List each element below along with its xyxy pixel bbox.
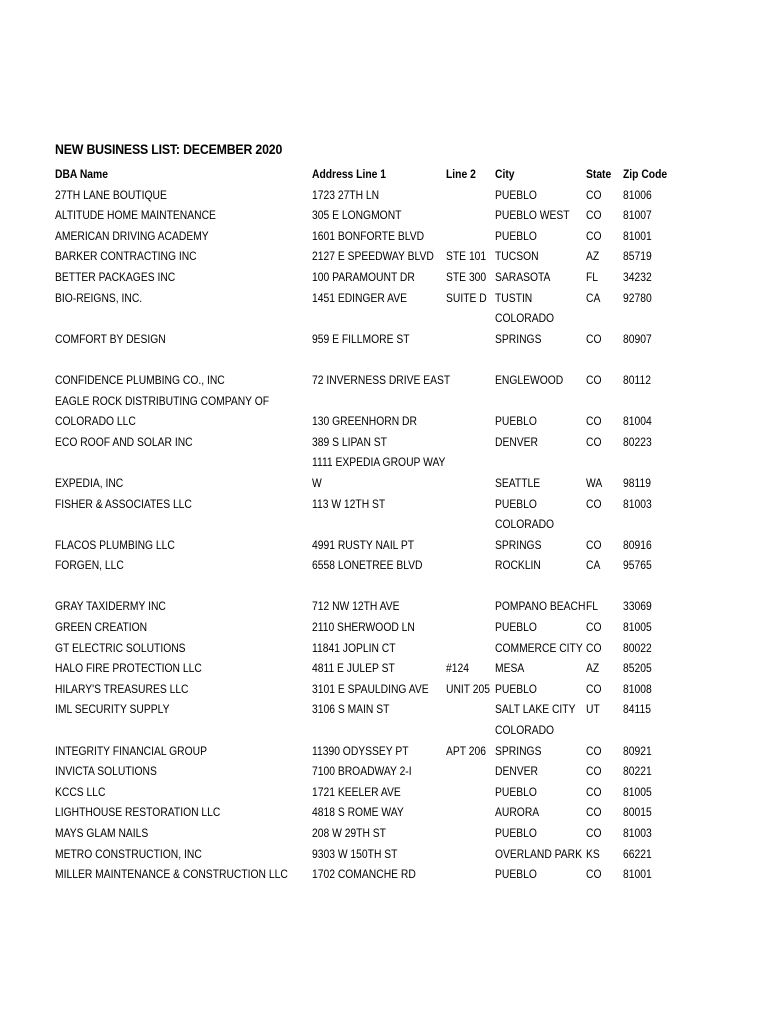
cell-state: AZ [586,661,600,676]
cell-address-line-1: 113 W 12TH ST [312,496,386,511]
cell-address-line-1: W [312,475,322,490]
cell-address-line-1: 208 W 29TH ST [312,826,386,840]
table-row [55,205,755,226]
table-row [55,308,755,329]
column-header-zip-code: Zip Code [623,167,668,181]
cell-city: COLORADO [495,517,555,532]
cell-city: SARASOTA [495,269,551,284]
cell-state: CO [586,784,602,799]
cell-city: PUEBLO [495,620,537,635]
table-row [55,514,755,535]
cell-state: AZ [586,249,600,264]
cell-state: CO [586,228,602,243]
cell-zip-code: 81004 [623,414,652,429]
cell-state: CO [586,434,602,449]
cell-address-line-1: 130 GREENHORN DR [312,414,417,429]
cell-city: PUEBLO [495,681,537,696]
cell-state: UT [586,702,600,717]
cell-zip-code: 98119 [623,475,651,490]
cell-zip-code: 81008 [623,681,652,696]
table-row [55,844,755,865]
table-row [55,720,755,741]
cell-line-2: UNIT 205 [446,681,490,696]
table-row [55,411,755,432]
cell-zip-code: 85205 [623,661,652,676]
cell-state: CO [586,805,602,820]
cell-zip-code: 80916 [623,537,652,552]
cell-line-2: SUITE D [446,290,487,305]
table-row [55,432,755,453]
cell-state: FL [586,269,599,284]
cell-state: CO [586,372,602,387]
cell-dba-name: GRAY TAXIDERMY INC [55,599,166,614]
cell-city: SPRINGS [495,537,542,552]
cell-state: CO [586,826,602,840]
table-row [55,864,755,885]
cell-state: CO [586,187,602,202]
cell-address-line-1: 2110 SHERWOOD LN [312,620,415,635]
cell-dba-name: KCCS LLC [55,784,106,799]
cell-city: PUEBLO [495,496,537,511]
cell-dba-name: FORGEN, LLC [55,558,124,573]
cell-city: ROCKLIN [495,558,541,573]
cell-dba-name: COMFORT BY DESIGN [55,331,166,346]
cell-address-line-1: 4811 E JULEP ST [312,661,395,676]
cell-dba-name: IML SECURITY SUPPLY [55,702,170,717]
cell-dba-name: 27TH LANE BOUTIQUE [55,187,167,202]
cell-zip-code: 80022 [623,640,652,655]
cell-zip-code: 81005 [623,784,652,799]
cell-address-line-1: 389 S LIPAN ST [312,434,387,449]
column-header-dba-name: DBA Name [55,167,108,181]
cell-city: PUEBLO [495,867,537,882]
table-row [55,267,755,288]
cell-zip-code: 80015 [623,805,652,820]
cell-zip-code: 80921 [623,743,652,758]
cell-city: ENGLEWOOD [495,372,564,387]
cell-address-line-1: 1723 27TH LN [312,187,380,202]
cell-dba-name: METRO CONSTRUCTION, INC [55,846,202,861]
cell-line-2: STE 300 [446,269,487,284]
cell-address-line-1: 7100 BROADWAY 2-I [312,764,412,779]
table-row [55,823,755,844]
cell-state: CO [586,867,602,882]
cell-city: COLORADO [495,311,555,326]
cell-state: CO [586,764,602,779]
cell-dba-name: ALTITUDE HOME MAINTENANCE [55,208,216,223]
cell-zip-code: 33069 [623,599,652,614]
cell-dba-name: CONFIDENCE PLUMBING CO., INC [55,372,225,387]
cell-zip-code: 85719 [623,249,652,264]
cell-address-line-1: 712 NW 12TH AVE [312,599,400,614]
cell-city: MESA [495,661,525,676]
table-row [55,370,755,391]
cell-dba-name: FISHER & ASSOCIATES LLC [55,496,192,511]
cell-state: CA [586,558,601,573]
cell-dba-name: BIO-REIGNS, INC. [55,290,143,305]
table-row [55,699,755,720]
table-row [55,555,755,576]
column-header-address-line-1: Address Line 1 [312,167,386,181]
cell-zip-code: 34232 [623,269,652,284]
cell-city: OVERLAND PARK [495,846,582,861]
cell-address-line-1: 11841 JOPLIN CT [312,640,396,655]
table-row [55,741,755,762]
table-row [55,226,755,247]
cell-state: CO [586,208,602,223]
cell-city: DENVER [495,764,539,779]
cell-city: COMMERCE CITY [495,640,583,655]
cell-zip-code: 81001 [623,867,652,882]
cell-address-line-1: 3106 S MAIN ST [312,702,390,717]
cell-dba-name: AMERICAN DRIVING ACADEMY [55,228,209,243]
table-row [55,288,755,309]
business-table [55,164,755,885]
cell-state: CO [586,496,602,511]
cell-city: PUEBLO [495,784,537,799]
cell-address-line-1: 1702 COMANCHE RD [312,867,416,882]
table-row [55,782,755,803]
cell-zip-code: 81006 [623,187,652,202]
column-header-line-2: Line 2 [446,167,476,181]
cell-zip-code: 84115 [623,702,651,717]
table-header-row [55,164,755,185]
cell-address-line-1: 1601 BONFORTE BLVD [312,228,425,243]
cell-state: WA [586,475,603,490]
cell-dba-name: BETTER PACKAGES INC [55,269,176,284]
cell-address-line-1: 3101 E SPAULDING AVE [312,681,429,696]
cell-city: AURORA [495,805,540,820]
cell-city: DENVER [495,434,539,449]
cell-zip-code: 92780 [623,290,652,305]
table-row [55,658,755,679]
cell-address-line-1: 9303 W 150TH ST [312,846,398,861]
cell-zip-code: 80907 [623,331,652,346]
cell-address-line-1: 4991 RUSTY NAIL PT [312,537,415,552]
cell-zip-code: 81003 [623,496,652,511]
cell-address-line-1: 305 E LONGMONT [312,208,402,223]
cell-zip-code: 81001 [623,228,652,243]
table-row [55,596,755,617]
cell-state: CO [586,681,602,696]
table-row [55,185,755,206]
cell-city: PUEBLO [495,228,537,243]
cell-zip-code: 81005 [623,620,652,635]
cell-dba-name: EAGLE ROCK DISTRIBUTING COMPANY OF [55,393,270,408]
cell-address-line-1: 4818 S ROME WAY [312,805,404,820]
table-row [55,246,755,267]
cell-dba-name: COLORADO LLC [55,414,136,429]
cell-state: CO [586,743,602,758]
cell-dba-name: INTEGRITY FINANCIAL GROUP [55,743,207,758]
table-row [55,802,755,823]
table-row [55,617,755,638]
cell-address-line-1: 6558 LONETREE BLVD [312,558,423,573]
cell-state: CO [586,414,602,429]
cell-city: TUSTIN [495,290,533,305]
cell-city: PUEBLO [495,187,537,202]
table-row [55,576,755,597]
cell-dba-name: GREEN CREATION [55,620,148,635]
cell-address-line-1: 11390 ODYSSEY PT [312,743,409,758]
cell-line-2: STE 101 [446,249,487,264]
cell-dba-name: EXPEDIA, INC [55,475,124,490]
table-row [55,535,755,556]
cell-city: TUCSON [495,249,539,264]
cell-state: CO [586,537,602,552]
table-row [55,494,755,515]
cell-dba-name: HILARY'S TREASURES LLC [55,681,189,696]
cell-dba-name: LIGHTHOUSE RESTORATION LLC [55,805,221,820]
column-header-city: City [495,167,515,181]
cell-dba-name: HALO FIRE PROTECTION LLC [55,661,202,676]
table-row [55,452,755,473]
cell-city: SPRINGS [495,331,542,346]
cell-city: SALT LAKE CITY [495,702,576,717]
cell-address-line-1: 72 INVERNESS DRIVE EAST [312,372,451,387]
cell-address-line-1: 1451 EDINGER AVE [312,290,408,305]
table-row [55,329,755,350]
cell-dba-name: BARKER CONTRACTING INC [55,249,197,264]
cell-state: CO [586,331,602,346]
cell-city: PUEBLO WEST [495,208,570,223]
cell-zip-code: 95765 [623,558,652,573]
cell-address-line-1: 1111 EXPEDIA GROUP WAY [312,455,446,470]
cell-zip-code: 81003 [623,826,652,840]
cell-city: SPRINGS [495,743,542,758]
column-header-state: State [586,167,612,181]
cell-city: POMPANO BEACH [495,599,586,614]
cell-state: FL [586,599,599,614]
table-row [55,349,755,370]
cell-state: CO [586,640,602,655]
cell-dba-name: ECO ROOF AND SOLAR INC [55,434,193,449]
cell-zip-code: 66221 [623,846,652,861]
cell-dba-name: INVICTA SOLUTIONS [55,764,157,779]
cell-state: KS [586,846,600,861]
cell-line-2: APT 206 [446,743,486,758]
cell-address-line-1: 959 E FILLMORE ST [312,331,410,346]
table-row [55,638,755,659]
cell-zip-code: 80112 [623,372,651,387]
cell-zip-code: 80223 [623,434,652,449]
cell-address-line-1: 100 PARAMOUNT DR [312,269,415,284]
table-row [55,679,755,700]
cell-address-line-1: 1721 KEELER AVE [312,784,401,799]
cell-city: PUEBLO [495,826,537,840]
cell-city: COLORADO [495,723,555,738]
cell-address-line-1: 2127 E SPEEDWAY BLVD [312,249,434,264]
document-title: NEW BUSINESS LIST: DECEMBER 2020 [55,141,283,157]
cell-city: SEATTLE [495,475,541,490]
cell-zip-code: 81007 [623,208,652,223]
table-row [55,391,755,412]
cell-state: CA [586,290,601,305]
table-row [55,473,755,494]
cell-dba-name: FLACOS PLUMBING LLC [55,537,175,552]
cell-dba-name: GT ELECTRIC SOLUTIONS [55,640,186,655]
cell-zip-code: 80221 [623,764,652,779]
cell-line-2: #124 [446,661,469,676]
cell-dba-name: MAYS GLAM NAILS [55,826,149,840]
cell-city: PUEBLO [495,414,537,429]
table-row [55,761,755,782]
cell-dba-name: MILLER MAINTENANCE & CONSTRUCTION LLC [55,867,288,882]
cell-state: CO [586,620,602,635]
